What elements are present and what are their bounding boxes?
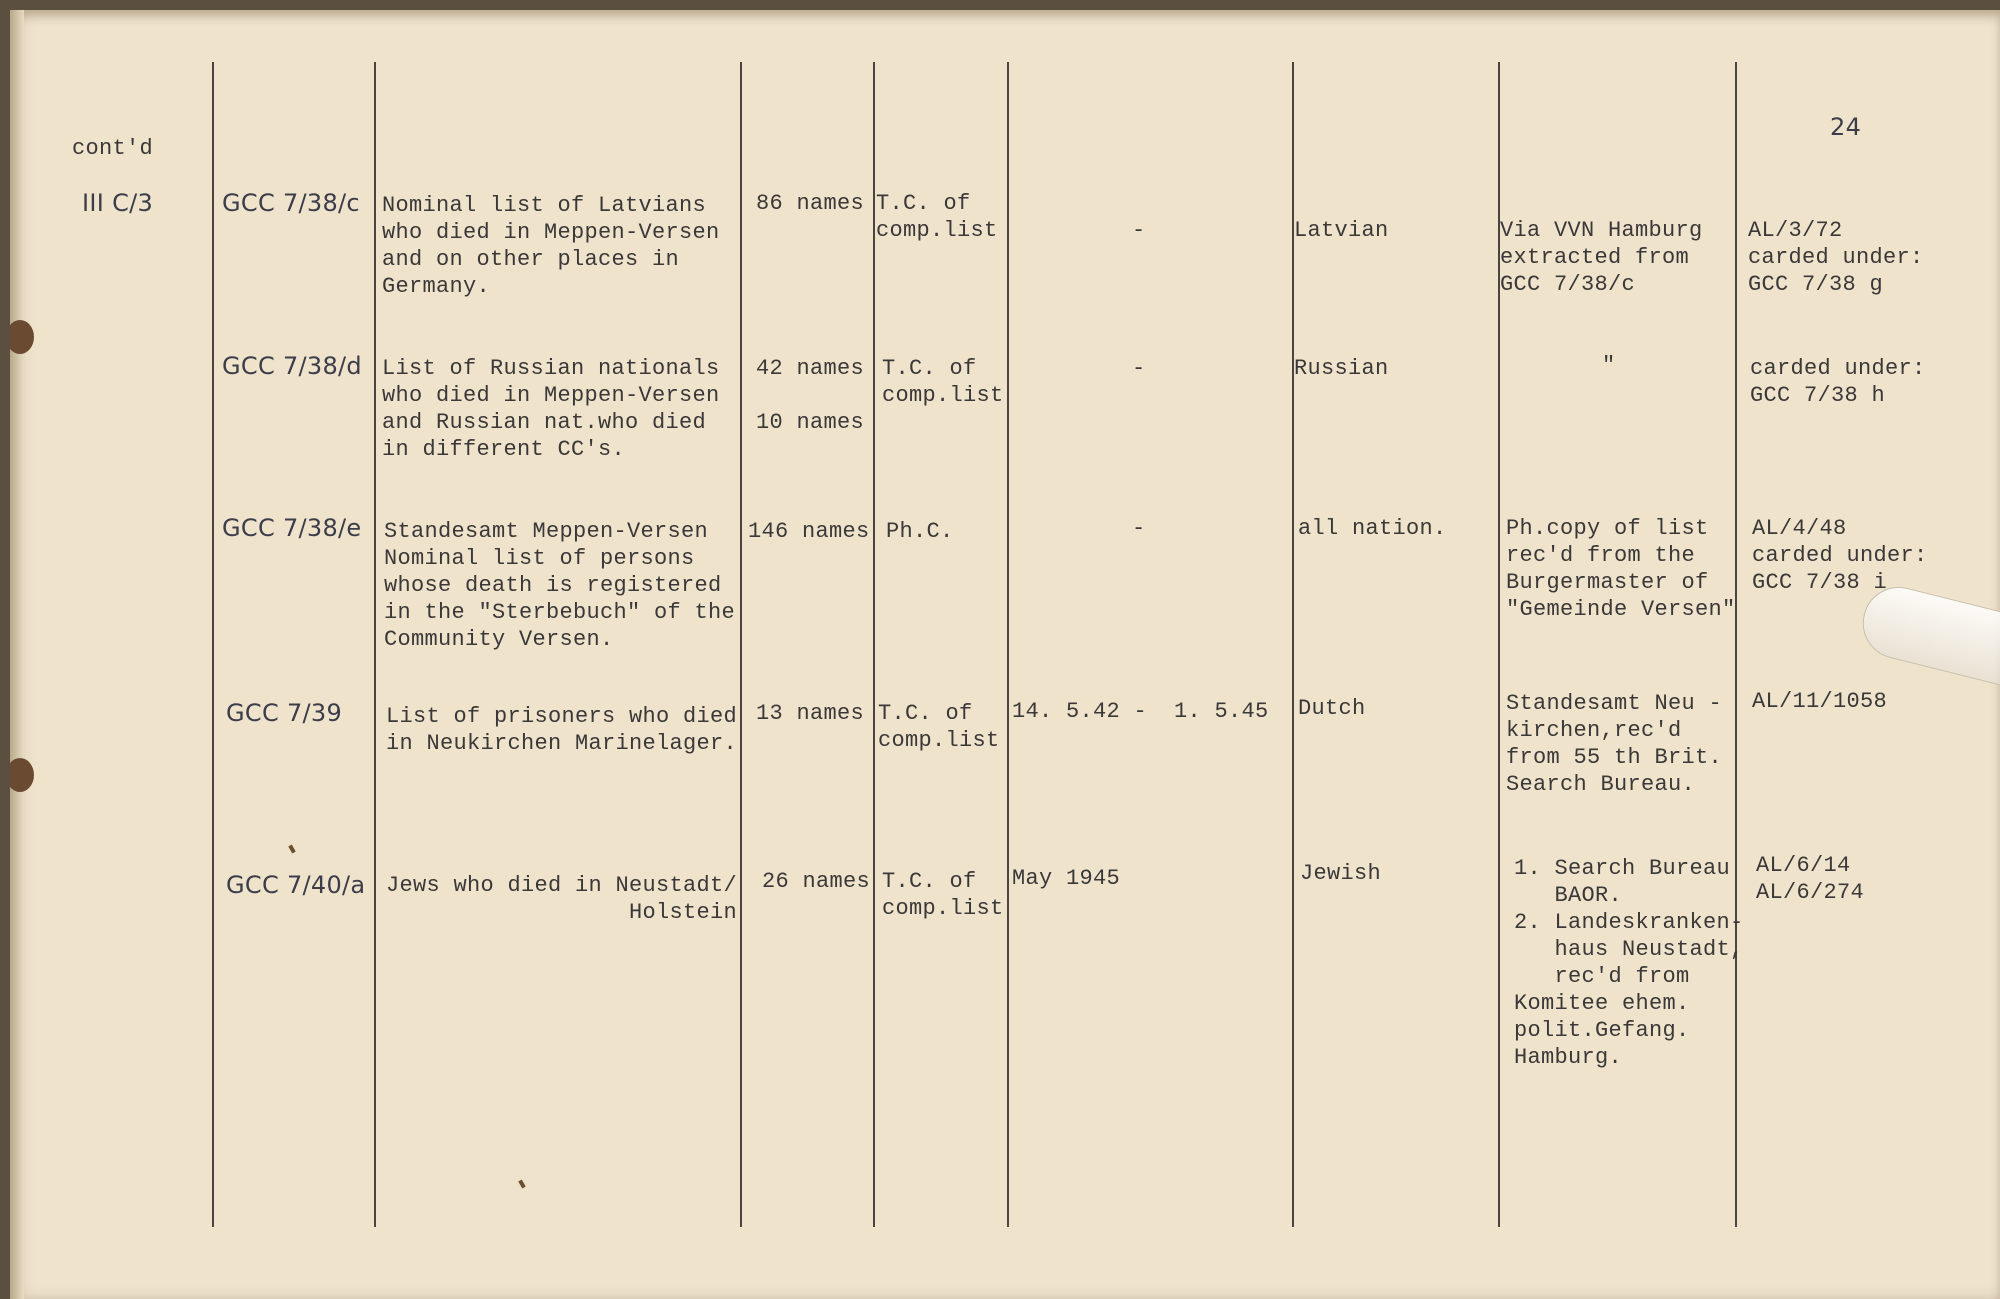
period-cell: - [1132, 218, 1146, 243]
reference-cell: GCC 7/38/e [222, 514, 362, 542]
names-count-cell: 146 names [748, 519, 870, 544]
names-count-cell: 26 names [762, 869, 871, 894]
remarks-cell: AL/3/72 carded under: GCC 7/38 g [1748, 218, 1924, 297]
reference-cell: GCC 7/38/c [222, 189, 360, 217]
column-rule [374, 62, 376, 1227]
nationality-cell: Jewish [1300, 861, 1382, 886]
source-cell: Standesamt Neu - kirchen,rec'd from 55 th Brit. Search Bureau. [1506, 691, 1723, 797]
document-type-cell: T.C. of comp.list [882, 869, 1004, 921]
names-count-cell: 13 names [756, 701, 865, 726]
remarks-cell: AL/4/48 carded under: GCC 7/38 i [1752, 516, 1928, 595]
source-cell: Via VVN Hamburg extracted from GCC 7/38/c [1500, 218, 1703, 297]
document-type-cell: Ph.C. [886, 519, 954, 544]
binding-spine [10, 10, 24, 1299]
description-cell: List of Russian nationals who died in Meppen-Versen and Russian nat.who died in different CC's. [382, 356, 720, 462]
period-cell: - [1132, 356, 1146, 381]
names-count-cell: 86 names [756, 191, 865, 216]
binder-hole [10, 320, 34, 354]
reference-cell: GCC 7/39 [226, 699, 343, 727]
reference-cell: GCC 7/38/d [222, 352, 362, 380]
page-number: 24 [1830, 113, 1862, 141]
nationality-cell: Latvian [1294, 218, 1389, 243]
column-rule [740, 62, 742, 1227]
remarks-cell: carded under: GCC 7/38 h [1750, 356, 1926, 408]
paper-speck [288, 845, 295, 854]
period-cell: - [1132, 516, 1146, 541]
document-type-cell: T.C. of comp.list [876, 191, 998, 243]
description-cell: Jews who died in Neustadt/ Holstein [386, 873, 738, 925]
source-cell: 1. Search Bureau BAOR. 2. Landeskranken- haus Neustadt, rec'd from Komitee ehem. polit.Gefang. Hamburg. [1514, 856, 1744, 1070]
description-cell: List of prisoners who died in Neukirchen Marinelager. [386, 704, 738, 756]
reference-cell: GCC 7/40/a [226, 871, 366, 899]
column-rule [212, 62, 214, 1227]
header-contd: cont'd [72, 136, 154, 161]
period-cell: May 1945 [1012, 866, 1121, 891]
names-count-cell: 42 names 10 names [756, 356, 865, 435]
document-type-cell: T.C. of comp.list [878, 701, 1000, 753]
description-cell: Nominal list of Latvians who died in Meppen-Versen and on other places in Germany. [382, 193, 720, 299]
document-type-cell: T.C. of comp.list [882, 356, 1004, 408]
source-cell: Ph.copy of list rec'd from the Burgermaster of "Gemeinde Versen" [1506, 516, 1736, 622]
binder-hole [10, 758, 34, 792]
nationality-cell: all nation. [1298, 516, 1447, 541]
section-label: III C/3 [82, 189, 154, 217]
nationality-cell: Dutch [1298, 696, 1366, 721]
column-rule [873, 62, 875, 1227]
remarks-cell: AL/11/1058 [1752, 689, 1888, 714]
source-cell: " [1602, 353, 1616, 378]
ledger-page [10, 10, 2000, 1299]
description-cell: Standesamt Meppen-Versen Nominal list of persons whose death is registered in the "Sterbebuch" of the Community Versen. [384, 519, 736, 652]
period-cell: 14. 5.42 - 1. 5.45 [1012, 699, 1269, 724]
column-rule [1007, 62, 1009, 1227]
remarks-cell: AL/6/14 AL/6/274 [1756, 853, 1865, 905]
nationality-cell: Russian [1294, 356, 1389, 381]
paper-speck [518, 1180, 525, 1189]
